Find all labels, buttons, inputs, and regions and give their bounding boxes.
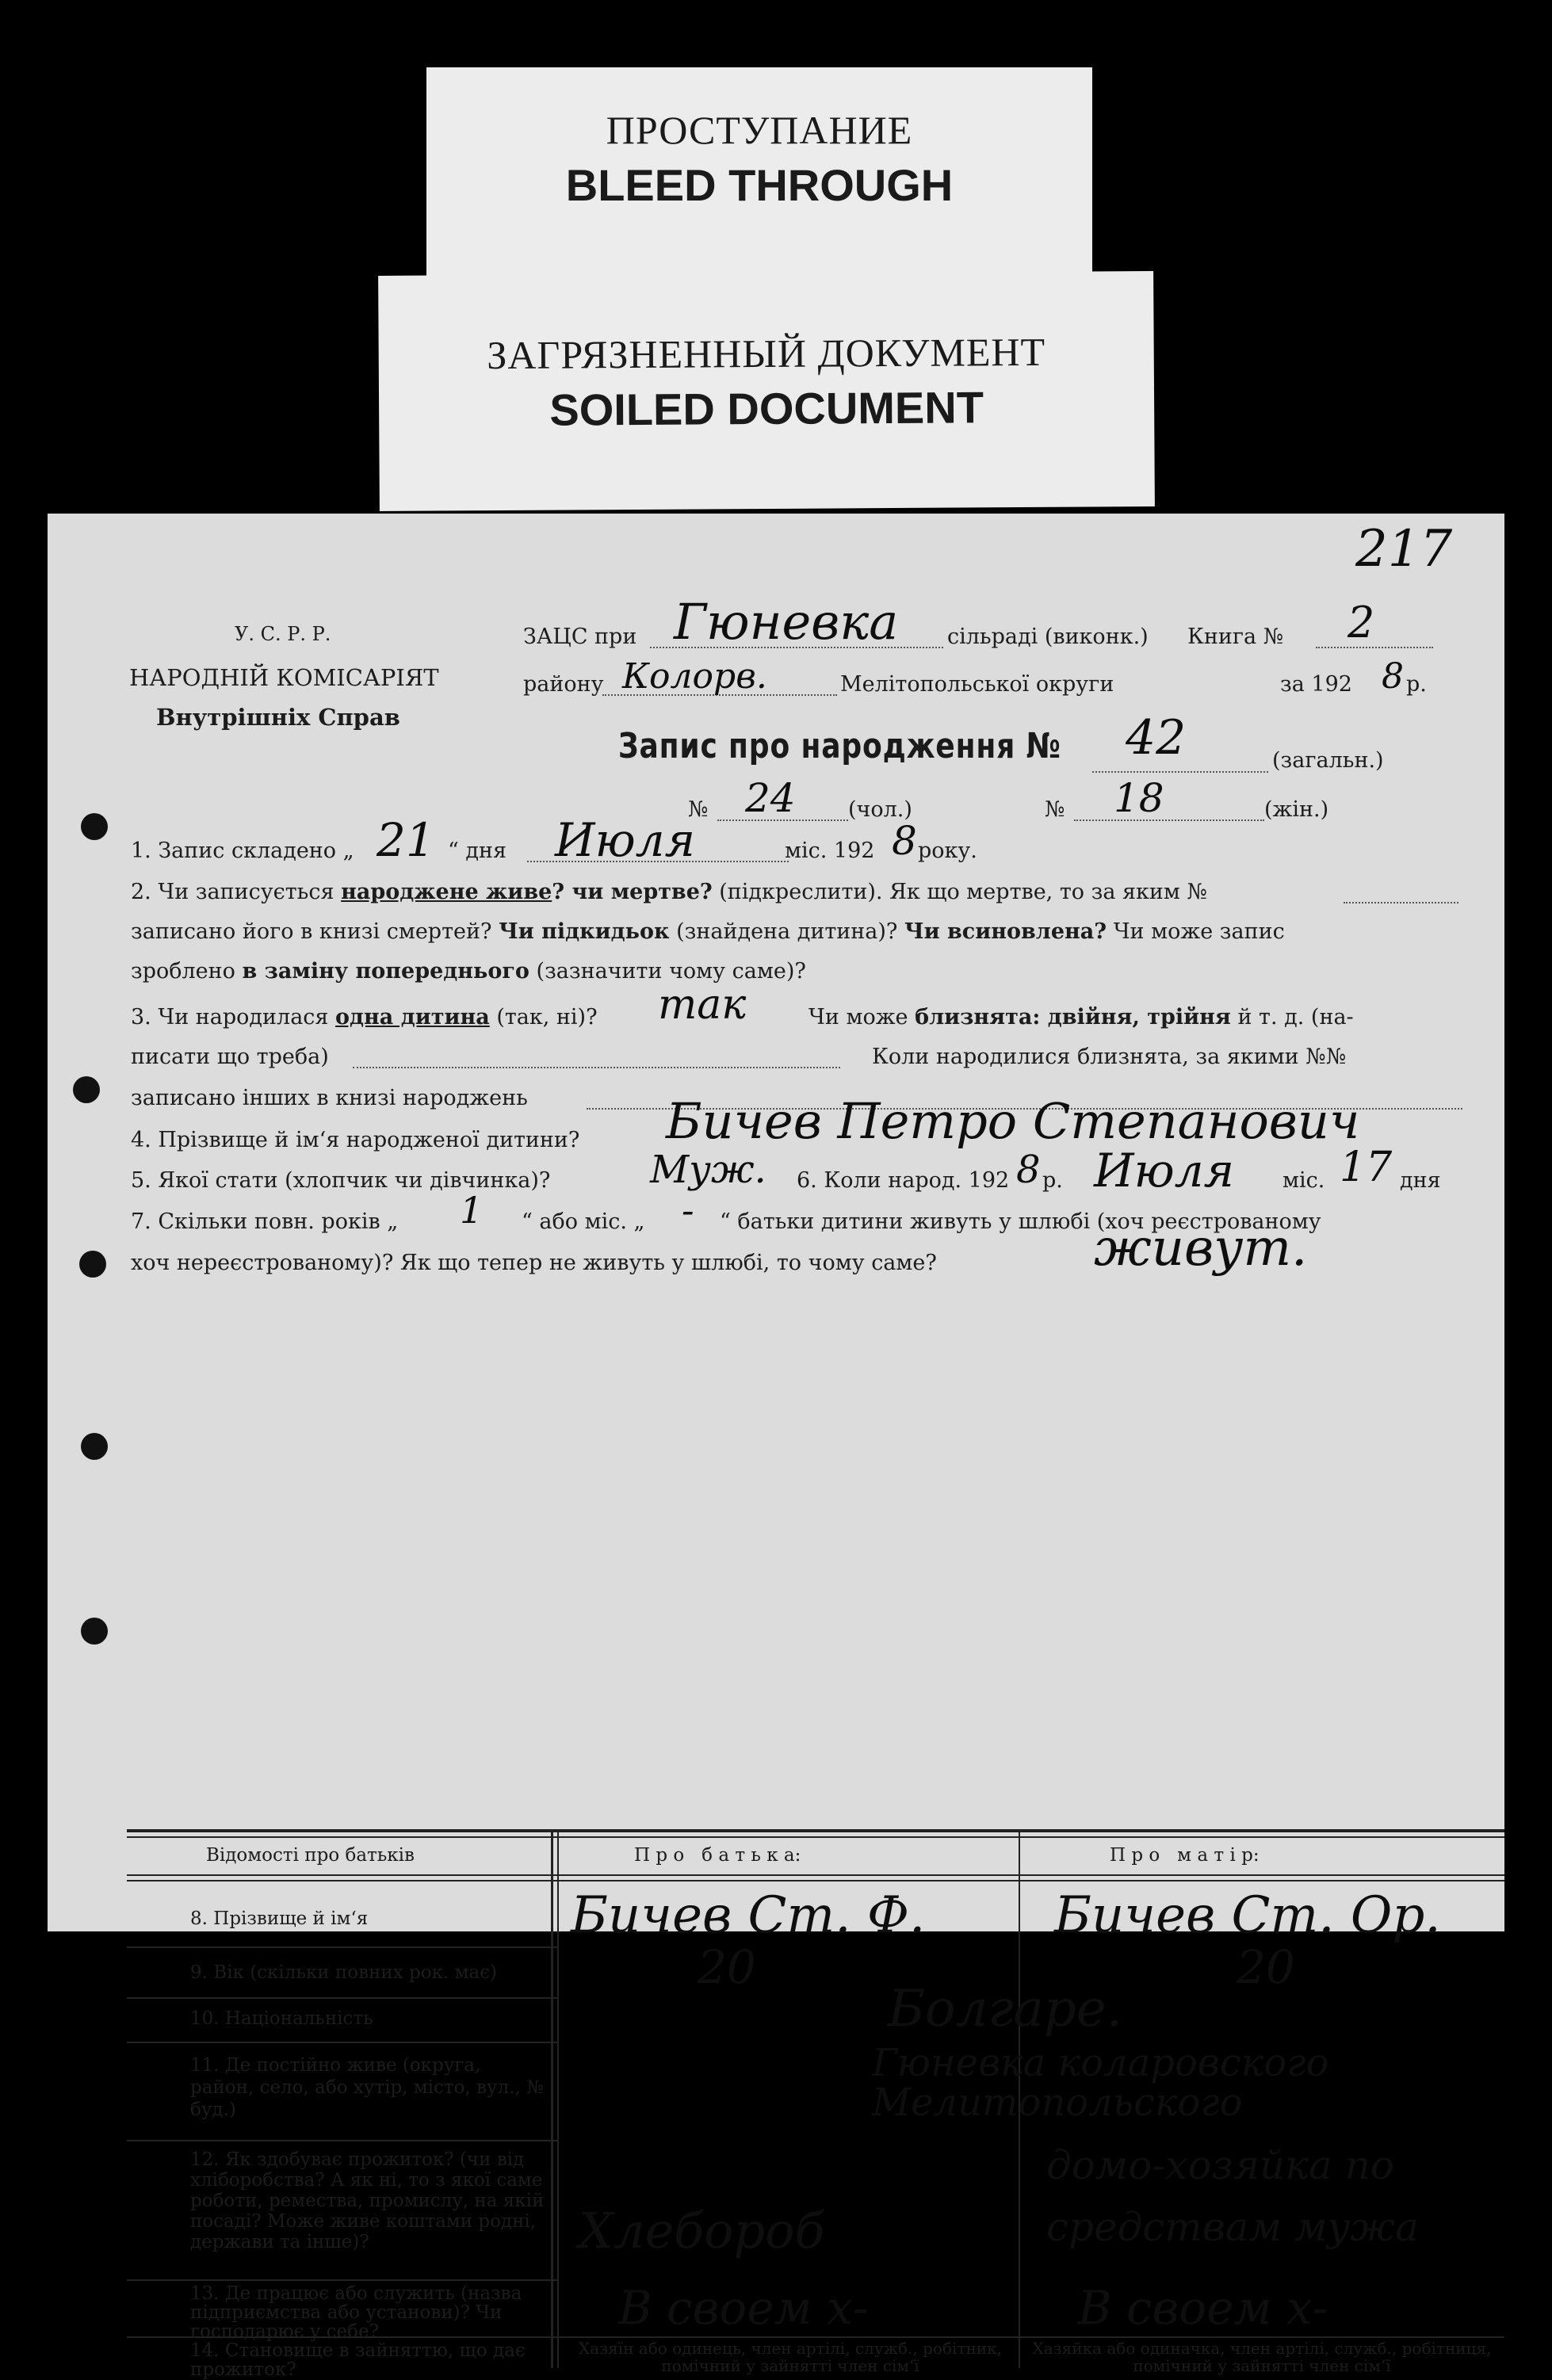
- item3-l1f: й т. д. (на-: [1230, 1005, 1354, 1030]
- item2-line3: [131, 959, 806, 984]
- item3-line1b: [808, 1005, 1354, 1030]
- mother-age: 20: [1237, 1940, 1295, 1994]
- header-ussr: У. С. Р. Р.: [235, 623, 331, 645]
- item2-l2e: Чи може запис: [1107, 919, 1285, 944]
- year-suffix: р.: [1406, 672, 1427, 697]
- item6-day-label: дня: [1400, 1168, 1441, 1193]
- row-divider: [127, 1946, 557, 1948]
- year-prefix: за 192: [1280, 672, 1352, 697]
- punch-hole: [81, 813, 108, 840]
- punch-hole: [81, 1433, 108, 1460]
- punch-hole: [79, 1251, 106, 1278]
- row-divider: [127, 1997, 557, 1999]
- mother-name: Бичев Ст. Ор.: [1054, 1886, 1441, 1945]
- village-value: Гюневка: [674, 593, 899, 651]
- district-value: Колорв.: [622, 656, 767, 697]
- zags-prefix: ЗАЦС при: [523, 625, 637, 649]
- table-col-divider: [551, 1829, 553, 2368]
- residence: Гюневка коларовского Мелитопольского: [872, 2041, 1329, 2125]
- child-name: Бичев Петро Степанович: [666, 1092, 1360, 1150]
- item7-b: “ або міс. „: [522, 1209, 645, 1234]
- male-no-label: №: [688, 797, 709, 822]
- soiled-document-en: SOILED DOCUMENT: [549, 382, 984, 435]
- item2-dead: чи мертве?: [571, 880, 713, 904]
- total-no-rule: [1092, 771, 1268, 773]
- item1-c: міс. 192: [785, 839, 875, 863]
- row14-label: 14. Становище в зайняттю, що дає прожиток?: [190, 2340, 526, 2380]
- header-internal-affairs: Внутрішніх Справ: [156, 704, 400, 731]
- row-divider: [127, 2042, 557, 2043]
- item6-label: 6. Коли народ. 192: [797, 1168, 1010, 1193]
- book-number: 2: [1347, 598, 1375, 648]
- item2-l1e: (підкреслити). Як що мертве, то за яким №: [712, 880, 1208, 904]
- item1-day: 21: [377, 813, 435, 867]
- punch-hole: [81, 1618, 108, 1645]
- item2-foundling: Чи підкидьок: [499, 919, 670, 944]
- item7-l2: хоч нереєстрованому)? Як що тепер не живуть у шлюбі, то чому саме?: [131, 1251, 937, 1275]
- item3-line1a: [131, 1005, 598, 1030]
- row9-label: 9. Вік (скільки повних рок. має): [190, 1962, 498, 1983]
- item1-d: року.: [918, 839, 977, 863]
- bleed-through-ru: ПРОСТУПАНИЕ: [606, 108, 913, 152]
- item3-answer: так: [658, 981, 747, 1029]
- table-header-border: [127, 1880, 1504, 1881]
- item4-label: 4. Прізвище й ім‘я народженої дитини?: [131, 1128, 580, 1152]
- item6-month-label: міс.: [1283, 1168, 1325, 1193]
- table-header-info: Відомості про батьків: [206, 1845, 415, 1866]
- total-label: (загальн.): [1272, 748, 1384, 773]
- item1-year: 8: [892, 818, 917, 864]
- item3-single: одна дитина: [335, 1005, 490, 1030]
- item2-l3a: зроблено: [131, 959, 243, 984]
- mother-status-options: Хазяйка або одиначка, член артілі, служб., робітниця, помічний у зайнятті член сім‘ї: [1032, 2339, 1492, 2375]
- item2-adopted: Чи всиновлена?: [904, 919, 1107, 944]
- item1-a: 1. Запис складено „: [131, 839, 354, 863]
- birth-year-digit: 8: [1016, 1148, 1041, 1192]
- item2-l1c: ?: [552, 880, 572, 904]
- item2-replacement: в заміну попереднього: [242, 959, 529, 984]
- item3-l2b: Коли народилися близнята, за якими №№: [872, 1045, 1347, 1069]
- table-col-divider: [557, 1829, 559, 2368]
- father-name: Бичев Ст. Ф.: [571, 1886, 926, 1945]
- year-digit: 8: [1382, 656, 1404, 697]
- male-no: 24: [745, 775, 796, 821]
- father-occupation: Хлебороб: [579, 2202, 825, 2260]
- item7-a: 7. Скільки повн. років „: [131, 1209, 399, 1234]
- table-header-mother: П р о м а т і р:: [1110, 1845, 1260, 1866]
- item7-c: “ батьки дитини живуть у шлюбі (хоч реєстрованому: [720, 1209, 1321, 1234]
- punch-hole: [73, 1076, 100, 1103]
- row12-label: 12. Як здобуває прожиток? (чи від хліборобства? А як ні, то з якої саме роботи, ремества, промислу, на якій посаді? Може живе коштами родні, держави та інше)?: [190, 2149, 545, 2252]
- item2-line1: [131, 880, 1207, 904]
- item1-b: “ дня: [448, 839, 507, 863]
- item3-twins: близнята: двійня, трійня: [915, 1005, 1231, 1030]
- table-header-border: [127, 1874, 1504, 1876]
- item3-l1c: (так, ні)?: [489, 1005, 598, 1030]
- female-no-label: №: [1045, 797, 1065, 822]
- item2-l3c: (зазначити чому саме)?: [529, 959, 806, 984]
- item3-l3a: записано інших в книзі народжень: [131, 1086, 528, 1110]
- item2-l2a: записано його в книзі смертей?: [131, 919, 499, 944]
- birth-month: Июля: [1094, 1144, 1234, 1198]
- row13-label: 13. Де працює або служить (назва підприємства або установи)? Чи господарює у себе?: [190, 2283, 522, 2342]
- father-status-options: Хазяїн або одинець, член артілі, служб., робітник, помічний у зайнятті член сім‘ї: [579, 2339, 1002, 2375]
- item3-twins-rule: [353, 1067, 840, 1068]
- book-label: Книга №: [1187, 625, 1284, 649]
- item2-alive: народжене живе: [341, 880, 552, 904]
- mother-occupation: домо-хозяйка по средствам мужа: [1046, 2142, 1420, 2250]
- header-commissariat: НАРОДНІЙ КОМІСАРІЯТ: [129, 664, 439, 691]
- item2-l1a: 2. Чи записується: [131, 880, 342, 904]
- item1-month: Июля: [555, 813, 695, 867]
- row8-label: 8. Прізвище й ім‘я: [190, 1908, 369, 1929]
- nationality: Болгаре.: [888, 1980, 1122, 2038]
- married-years: 1: [460, 1189, 484, 1232]
- mother-workplace: В своем х-: [1078, 2281, 1328, 2335]
- item7-answer: живут.: [1094, 1219, 1308, 1278]
- table-top-border: [127, 1836, 1504, 1838]
- page-number: 217: [1355, 520, 1453, 579]
- silradi-label: сільраді (виконк.): [947, 625, 1149, 649]
- female-no: 18: [1114, 775, 1164, 821]
- row-divider: [127, 2140, 557, 2141]
- birth-record-form: [48, 514, 1504, 2380]
- male-label: (чол.): [848, 797, 912, 822]
- district-label: району: [523, 672, 604, 697]
- father-age: 20: [698, 1940, 756, 1994]
- row11-label: 11. Де постійно живе (округа, район, село, або хутір, місто, вул., № буд.): [190, 2055, 544, 2120]
- soiled-document-card: [378, 271, 1155, 511]
- item5-label: 5. Якої стати (хлопчик чи дівчинка)?: [131, 1168, 551, 1193]
- bleed-through-en: BLEED THROUGH: [565, 160, 954, 210]
- item6-year-suffix: р.: [1042, 1168, 1063, 1193]
- row-divider: [127, 2279, 557, 2281]
- child-sex: Муж.: [650, 1148, 766, 1192]
- okruha-label: Мелітопольської округи: [840, 672, 1114, 697]
- female-label: (жін.): [1264, 797, 1329, 822]
- table-header-father: П р о б а т ь к а:: [634, 1845, 801, 1866]
- soiled-document-ru: ЗАГРЯЗНЕННЫЙ ДОКУМЕНТ: [487, 329, 1046, 378]
- record-title: Запис про народження №: [618, 726, 1061, 766]
- bleed-through-card: [426, 67, 1092, 293]
- item3-l1a: 3. Чи народилася: [131, 1005, 336, 1030]
- item3-l2a: писати що треба): [131, 1045, 329, 1069]
- married-months: -: [682, 1189, 694, 1232]
- birth-day: 17: [1340, 1144, 1393, 1191]
- table-top-border: [127, 1829, 1504, 1832]
- item3-l1d: Чи може: [808, 1005, 916, 1030]
- female-no-rule: [1074, 819, 1264, 821]
- item2-l2c: (знайдена дитина)?: [669, 919, 904, 944]
- total-no: 42: [1126, 710, 1187, 766]
- father-workplace: В своем х-: [618, 2281, 869, 2335]
- item2-line2: [131, 919, 1285, 944]
- item2-no-rule: [1344, 902, 1458, 903]
- row10-label: 10. Національність: [190, 2008, 373, 2029]
- parents-table: [127, 1829, 1504, 2380]
